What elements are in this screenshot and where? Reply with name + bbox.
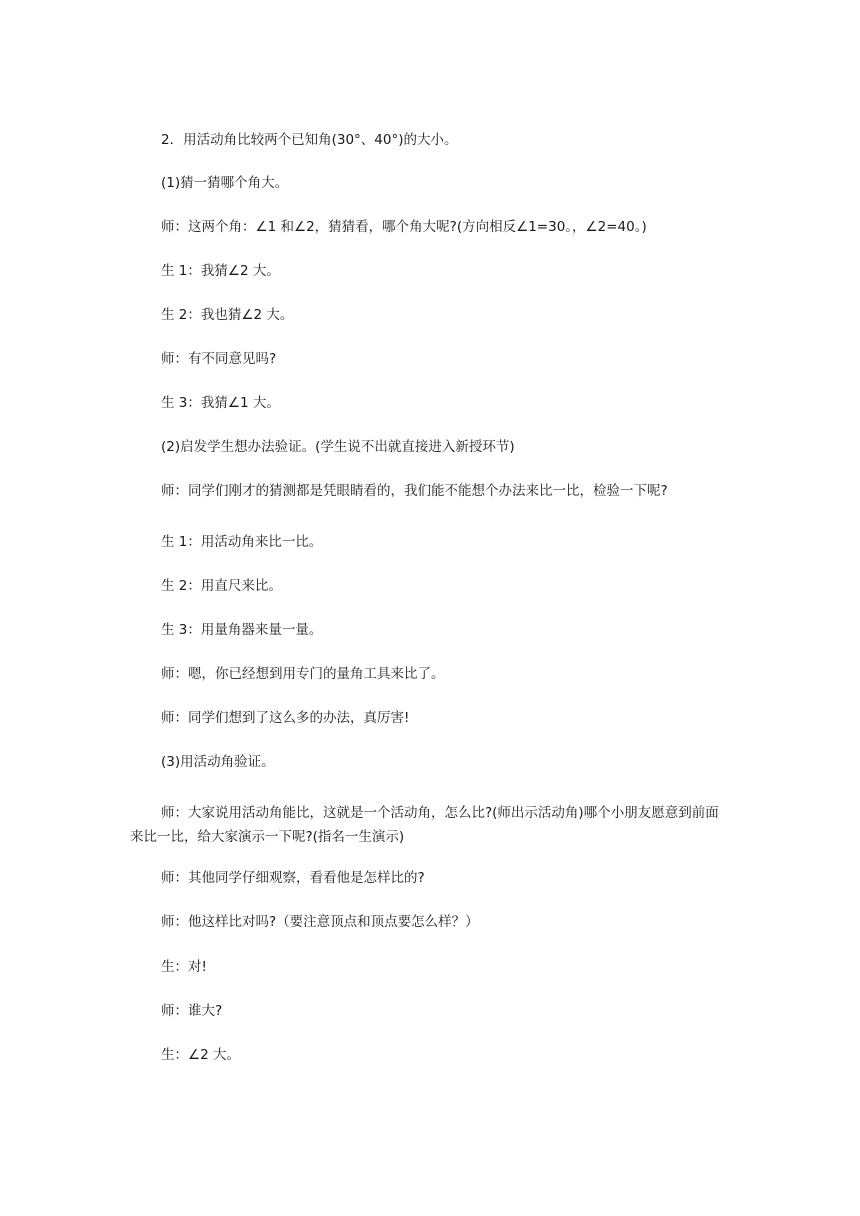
paragraph: (2)启发学生想办法验证。(学生说不出就直接进入新授环节) — [161, 439, 515, 455]
paragraph: 师：嗯，你已经想到用专门的量角工具来比了。 — [161, 666, 445, 682]
paragraph: 师：这两个角：∠1 和∠2，猜猜看，哪个角大呢?(方向相反∠1=30。，∠2=40。) — [161, 219, 647, 235]
paragraph: 2．用活动角比较两个已知角(30°、40°)的大小。 — [161, 132, 458, 148]
paragraph: 师：有不同意见吗? — [161, 351, 277, 367]
paragraph: 师：其他同学仔细观察，看看他是怎样比的? — [161, 870, 425, 886]
paragraph: 师：谁大? — [161, 1003, 223, 1019]
paragraph: 师：他这样比对吗?（要注意顶点和顶点要怎么样？） — [161, 914, 479, 930]
paragraph: 生：∠2 大。 — [161, 1047, 240, 1063]
paragraph: 生 1：用活动角来比一比。 — [161, 534, 323, 550]
paragraph: 生 3：我猜∠1 大。 — [161, 395, 280, 411]
paragraph: 生 1：我猜∠2 大。 — [161, 263, 280, 279]
paragraph: 生 3：用量角器来量一量。 — [161, 622, 323, 638]
paragraph: 生 2：用直尺来比。 — [161, 578, 282, 594]
paragraph: (3)用活动角验证。 — [161, 754, 275, 770]
paragraph: 师：大家说用活动角能比，这就是一个活动角，怎么比?(师出示活动角)哪个小朋友愿意到前面来比一比，给大家演示一下呢?(指名一生演示) — [130, 805, 719, 845]
paragraph: 师：同学们想到了这么多的办法，真厉害! — [161, 710, 410, 726]
paragraph: 生：对! — [161, 959, 207, 975]
paragraph: 师：同学们刚才的猜测都是凭眼睛看的，我们能不能想个办法来比一比，检验一下呢? — [161, 483, 668, 499]
paragraph: (1)猜一猜哪个角大。 — [161, 175, 289, 191]
paragraph: 生 2：我也猜∠2 大。 — [161, 307, 294, 323]
